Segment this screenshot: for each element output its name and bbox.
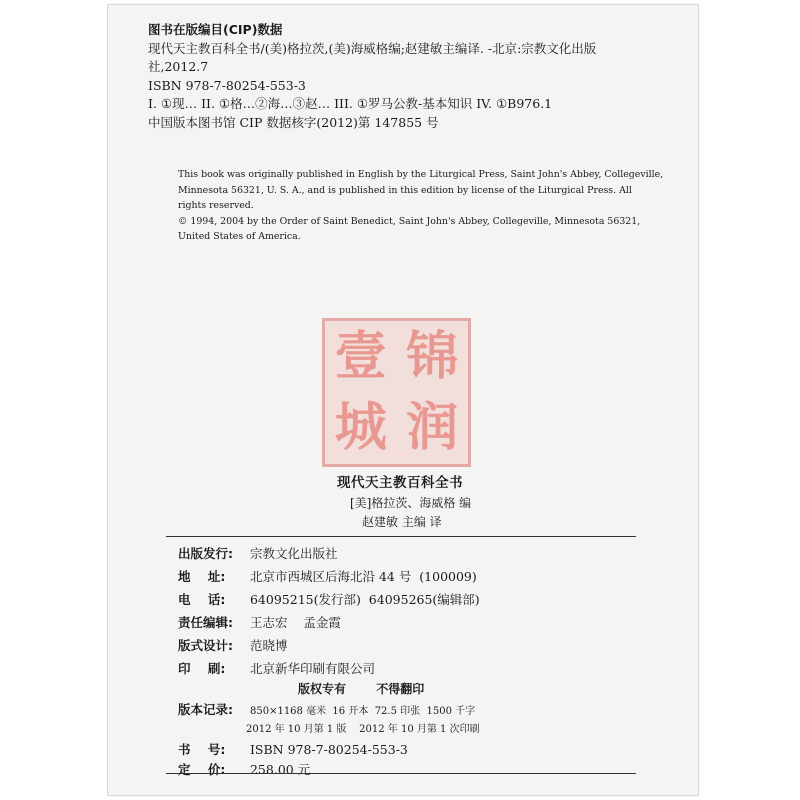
rights-notice xyxy=(298,680,424,697)
record-value: 2012 年 10 月第 1 版 2012 年 10 月第 1 次印刷 xyxy=(246,724,480,735)
publisher-value: 宗教文化出版社 xyxy=(249,546,338,561)
isbn-label: 书 号: xyxy=(178,742,226,757)
editor-value: 王志宏 孟金霞 xyxy=(249,615,341,630)
record-value: 850×1168 毫米 16 开本 72.5 印张 1500 千字 xyxy=(249,706,476,717)
price-row xyxy=(178,760,310,778)
publisher-label: 出版发行: xyxy=(178,546,233,561)
address-value: 北京市西城区后海北沿 44 号 (100009) xyxy=(249,569,477,584)
seal-char: 城 xyxy=(334,397,387,459)
address-label: 地 址: xyxy=(178,569,226,584)
divider xyxy=(166,536,636,537)
printer-value: 北京新华印刷有限公司 xyxy=(249,661,375,676)
watermark-seal xyxy=(322,318,471,467)
cip-heading: 图书在版编目(CIP)数据 xyxy=(148,22,283,37)
english-license-notice xyxy=(178,167,664,245)
phone-label: 电 话: xyxy=(178,592,226,607)
rights-text: 版权专有 xyxy=(298,682,347,696)
book-title: 现代天主教百科全书 xyxy=(337,475,463,491)
license-line: This book was originally published in English by the Liturgical Press, Saint John's Abbey, Collegeville, xyxy=(178,169,664,180)
record-label: 版本记录: xyxy=(178,702,233,717)
seal-char: 壹 xyxy=(334,325,387,387)
phone-row xyxy=(178,590,480,608)
license-line: Minnesota 56321, U. S. A., and is published in this edition by license of the Liturgical Press. All xyxy=(178,184,632,196)
record-row xyxy=(178,700,475,718)
phone-value: 64095215(发行部) 64095265(编辑部) xyxy=(249,592,480,607)
license-line: rights reserved. xyxy=(178,200,254,211)
editor-label: 责任编辑: xyxy=(178,615,233,630)
designer-value: 范晓博 xyxy=(249,638,288,653)
copyright-page xyxy=(107,4,699,796)
copyright-line: © 1994, 2004 by the Order of Saint Benedict, Saint John's Abbey, Collegeville, Minnesota 56321, xyxy=(178,215,641,227)
designer-row xyxy=(178,636,288,654)
cip-classification: I. ①现… II. ①格…②海…③赵… III. ①罗马公教-基本知识 IV. ①B976.1 xyxy=(148,96,553,111)
record-row-2 xyxy=(246,720,480,735)
divider xyxy=(166,773,636,774)
printer-label: 印 刷: xyxy=(178,661,226,676)
cip-block xyxy=(148,21,668,132)
cip-isbn: ISBN 978-7-80254-553-3 xyxy=(148,77,306,93)
book-translators: 赵建敏 主编 译 xyxy=(362,515,442,529)
publisher-row xyxy=(178,544,338,562)
seal-char: 润 xyxy=(406,397,459,459)
isbn-value: ISBN 978-7-80254-553-3 xyxy=(249,742,408,757)
editor-row xyxy=(178,613,341,631)
address-row xyxy=(178,567,477,585)
cip-line: 社,2012.7 xyxy=(148,59,209,74)
cip-line: 现代天主教百科全书/(美)格拉茨,(美)海威格编;赵建敏主编译. -北京:宗教文化出版 xyxy=(148,40,597,56)
designer-label: 版式设计: xyxy=(178,638,233,653)
isbn-row xyxy=(178,740,408,758)
printer-row xyxy=(178,659,375,677)
price-label: 定 价: xyxy=(178,762,226,777)
rights-text: 不得翻印 xyxy=(376,682,425,696)
cip-record-number: 中国版本图书馆 CIP 数据核字(2012)第 147855 号 xyxy=(148,114,439,130)
copyright-line: United States of America. xyxy=(178,231,301,242)
seal-char: 锦 xyxy=(406,325,459,387)
price-value: 258.00 元 xyxy=(249,762,311,777)
book-authors: [美]格拉茨、海威格 编 xyxy=(350,496,472,510)
